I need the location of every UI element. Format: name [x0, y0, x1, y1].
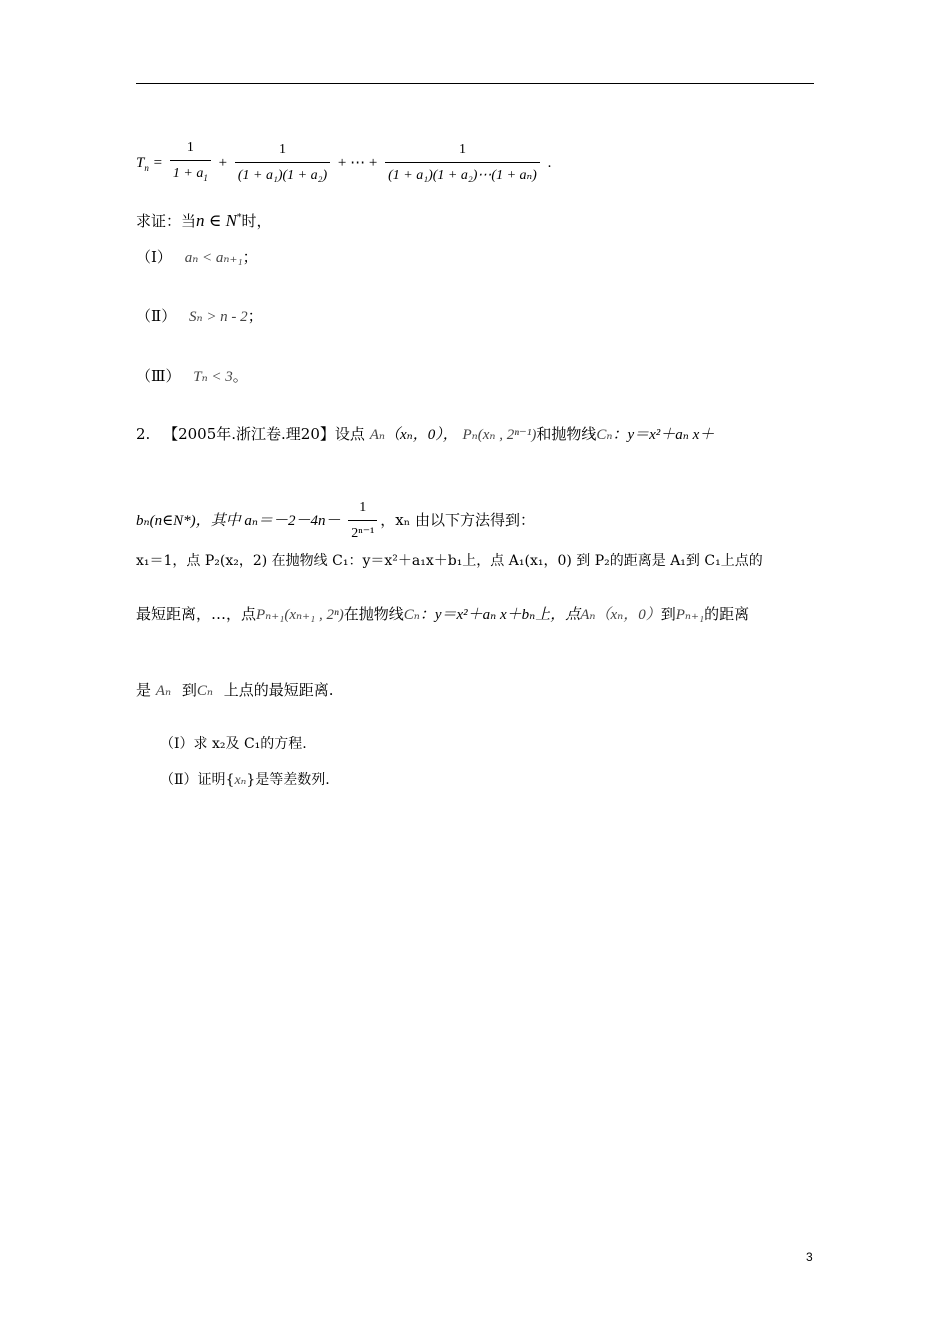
problem2-line1: 2. 【2005年.浙江卷.理20】设点 Aₙ（xₙ，0）， Pₙ(xₙ , 2ⁿ⁻¹)和抛物线Cₙ：y＝x²＋aₙ x＋	[136, 425, 715, 443]
formula-lhs: T	[136, 154, 145, 171]
fraction-power: $\frac{1}{\text{2ⁿ⁻¹}}$	[348, 498, 377, 544]
page-number: 3	[806, 1250, 813, 1264]
problem2-line3: x₁＝1，点 P₂(x₂，2) 在抛物线 C₁：y＝x²＋a₁x＋b₁上，点 A₁(x₁，0) 到 P₂的距离是 A₁到 C₁上点的	[136, 553, 763, 569]
question-2: （Ⅱ）证明{xₙ}是等差数列.	[160, 772, 330, 788]
problem2-line5: 是 Aₙ 到Cₙ 上点的最短距离.	[136, 681, 334, 699]
part-2: （Ⅱ） Sₙ > n - 2；	[136, 307, 263, 325]
fraction-1: $\frac{1}{1 + a_1}$	[170, 138, 211, 188]
fraction-2: $\frac{1}{\text{(1 + a₁)(1 + a₂)}}$	[235, 140, 330, 186]
formula-t: $T_n$ = $\frac{1}{1 + a_1}$ + $\frac{1}{\text{(1 + a₁)(1 + a₂)}}$ + ⋯ + $\frac{1}{\text{(1 + a₁)(1 + a₂)⋯(1 + aₙ)}}$ .	[136, 138, 551, 188]
prove-line: 求证：当n ∈ N*时，	[136, 211, 272, 230]
header-rule	[136, 83, 814, 84]
problem-source: 【2005年.浙江卷.理20】	[163, 425, 335, 443]
question-1: （Ⅰ）求 x₂及 C₁的方程.	[160, 736, 307, 752]
fraction-3: $\frac{1}{\text{(1 + a₁)(1 + a₂)⋯(1 + aₙ)}}$	[385, 140, 540, 186]
problem2-line4: 最短距离，…，点Pₙ₊₁(xₙ₊₁ , 2ⁿ)在抛物线Cₙ：y＝x²＋aₙ x＋bₙ上，点Aₙ（xₙ，0）到Pₙ₊₁的距离	[136, 605, 750, 623]
problem2-line2: bₙ(n∈N*)，其中 aₙ＝－2－4n－ $\frac{1}{\text{2ⁿ⁻¹}}$ ，xₙ 由以下方法得到：	[136, 498, 535, 544]
part-3: （Ⅲ） Tₙ < 3。	[136, 367, 248, 385]
part-1: （Ⅰ） aₙ < aₙ₊₁；	[136, 248, 258, 266]
